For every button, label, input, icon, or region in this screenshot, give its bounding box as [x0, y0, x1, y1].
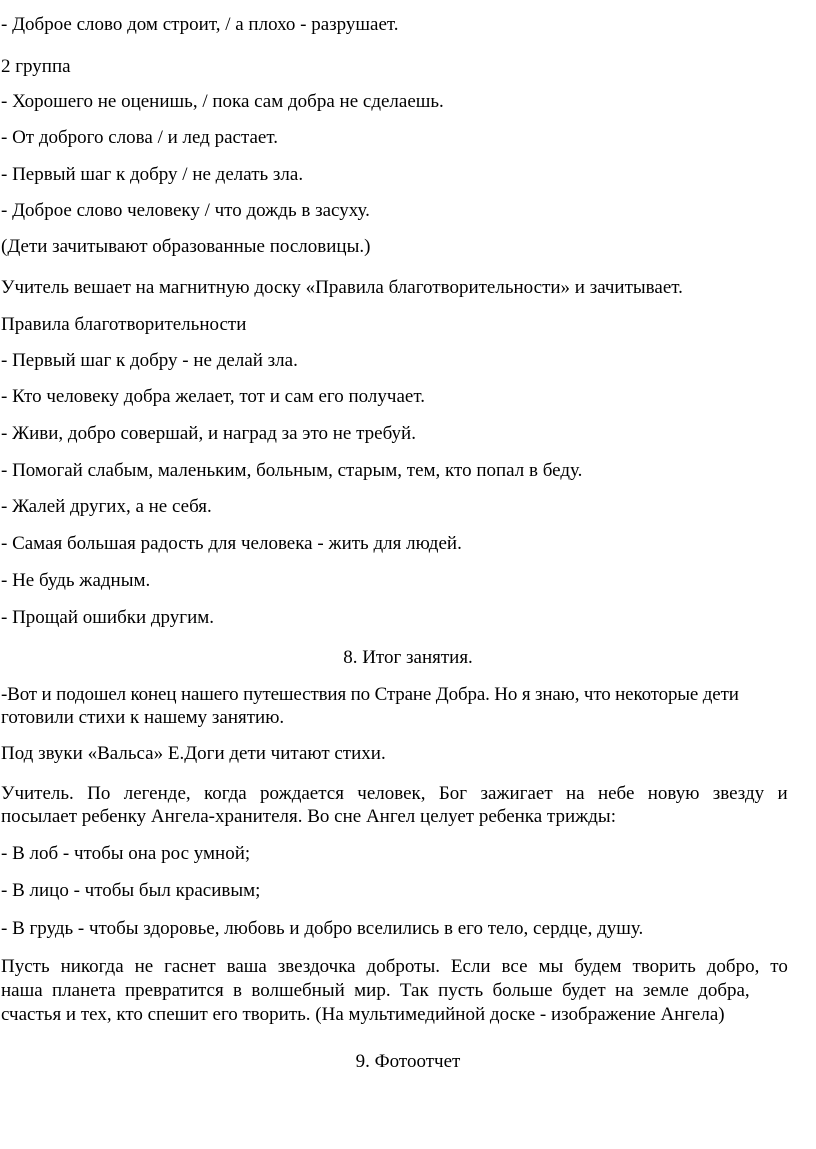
rule-item: - Самая большая радость для человека - жить для людей.: [1, 533, 462, 554]
final-paragraph-line: Пусть никогда не гаснет ваша звездочка доброты. Если все мы будем творить добро, то: [1, 956, 788, 977]
rule-item: - Жалей других, а не себя.: [1, 496, 212, 517]
final-paragraph-line: счастья и тех, кто спешит его творить. (На мультимедийной доске - изображение Ангела): [1, 1004, 725, 1025]
proverb-line: - Первый шаг к добру / не делать зла.: [1, 164, 304, 185]
proverb-line: - Хорошего не оценишь, / пока сам добра не сделаешь.: [1, 91, 444, 112]
section-8-heading: 8. Итог занятия.: [343, 647, 473, 668]
final-paragraph-line: наша планета превратится в волшебный мир. Так пусть больше будет на земле добра,: [1, 980, 750, 1001]
rule-item: - Помогай слабым, маленьким, больным, старым, тем, кто попал в беду.: [1, 460, 583, 481]
section-9-heading: 9. Фотоотчет: [355, 1051, 461, 1072]
proverb-line: - Доброе слово дом строит, / а плохо - разрушает.: [1, 14, 399, 35]
angel-kiss-item: - В лоб - чтобы она рос умной;: [1, 843, 251, 864]
angel-kiss-item: - В грудь - чтобы здоровье, любовь и добро вселились в его тело, сердце, душу.: [1, 918, 644, 939]
angel-kiss-item: - В лицо - чтобы был красивым;: [1, 880, 261, 901]
rule-item: - Живи, добро совершай, и наград за это не требуй.: [1, 423, 416, 444]
rule-item: - Кто человеку добра желает, тот и сам его получает.: [1, 386, 425, 407]
stage-direction: (Дети зачитывают образованные пословицы.): [1, 236, 371, 257]
rule-item: - Первый шаг к добру - не делай зла.: [1, 350, 298, 371]
proverb-line: - Доброе слово человеку / что дождь в засуху.: [1, 200, 370, 221]
rule-item: - Прощай ошибки другим.: [1, 607, 215, 628]
waltz-paragraph: Под звуки «Вальса» Е.Доги дети читают стихи.: [1, 743, 386, 764]
rules-heading: Правила благотворительности: [1, 314, 247, 335]
proverb-line: - От доброго слова / и лед растает.: [1, 127, 278, 148]
teacher-instruction: Учитель вешает на магнитную доску «Правила благотворительности» и зачитывает.: [1, 277, 683, 298]
legend-paragraph-line: посылает ребенку Ангела-хранителя. Во сне Ангел целует ребенка трижды:: [1, 806, 616, 827]
rule-item: - Не будь жадным.: [1, 570, 151, 591]
closing-paragraph-line: готовили стихи к нашему занятию.: [1, 707, 285, 728]
group-heading: 2 группа: [1, 56, 71, 77]
closing-paragraph-line: -Вот и подошел конец нашего путешествия по Стране Добра. Но я знаю, что некоторые дети: [1, 684, 739, 705]
legend-paragraph-line: Учитель. По легенде, когда рождается человек, Бог зажигает на небе новую звезду и: [1, 783, 788, 804]
